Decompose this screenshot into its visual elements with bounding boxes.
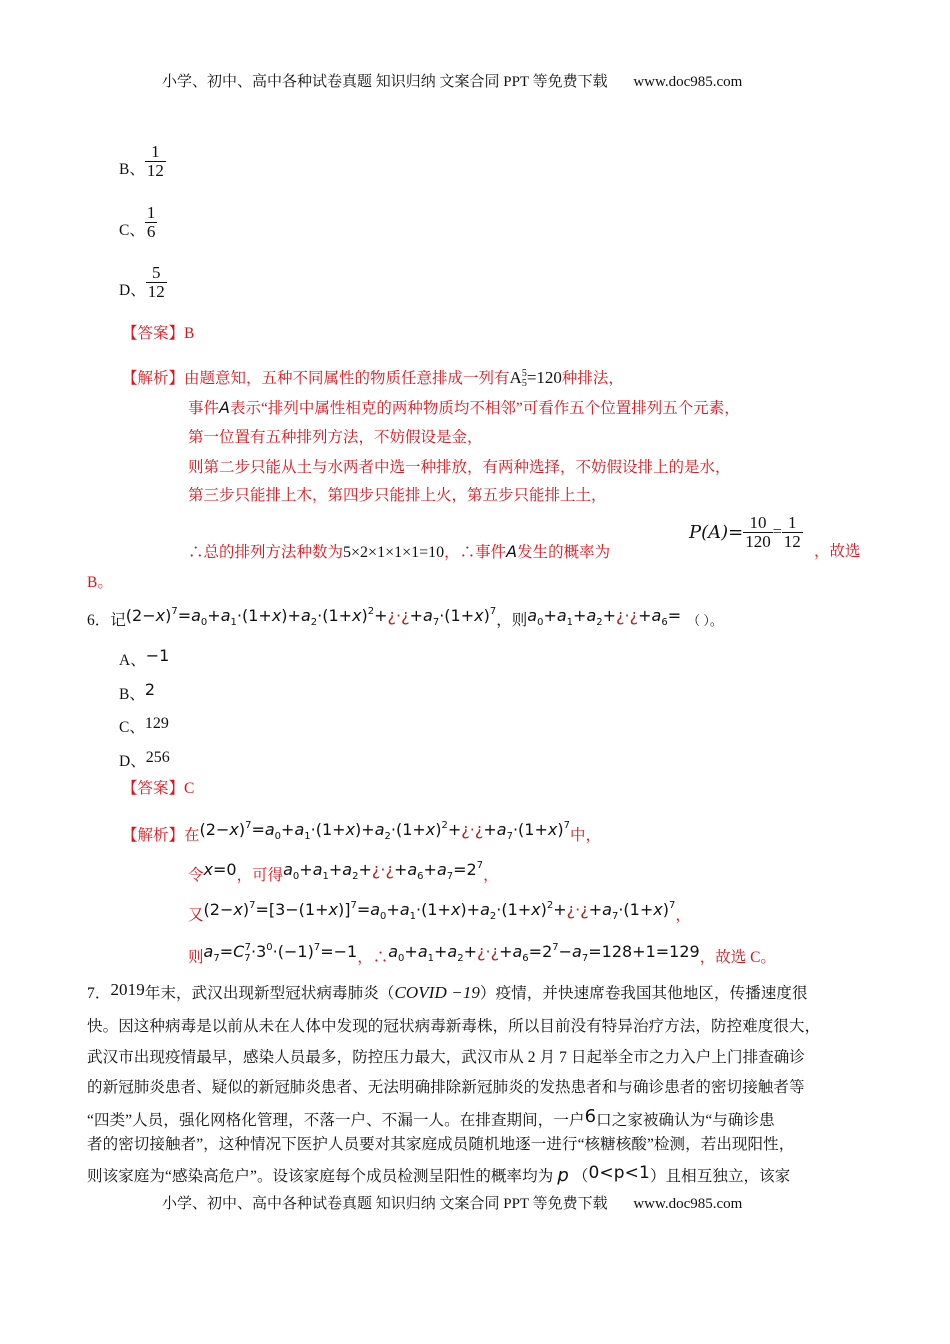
- q5-choose-wrap: B。: [87, 574, 113, 591]
- q5-analysis-line-5: 第三步只能排上木，第四步只能排上火，第五步只能排上土，: [188, 487, 607, 504]
- answer-tag: 【答案】: [122, 780, 185, 797]
- q6-analysis-line-3: 又$(2-x)^7=[3-(1+x)]^7=a_0+a_1\cdot(1+x)+a_2\cdot(1+x)^2+¿\cdot¿+a_7\cdot(1+x)^7$，: [188, 900, 691, 924]
- q5-analysis-line-6: ∴总的排列方法种数为5×2×1×1×1=10，∴事件A发生的概率为: [188, 542, 611, 561]
- q6-option-d: D、256: [119, 749, 170, 770]
- q5-option-b: [119, 143, 166, 180]
- q6-option-b: B、2: [119, 680, 156, 703]
- analysis-tag: 【解析】: [122, 827, 185, 844]
- header-url: www.doc985.com: [633, 74, 743, 90]
- q6-analysis-line-2: 令x=0，可得$a_0+a_1+a_2+¿\cdot¿+a_6+a_7=2^7$，: [188, 860, 499, 884]
- q6-option-c: C、129: [119, 715, 169, 736]
- question-number: 6．: [87, 612, 111, 629]
- q7-line-5: “四类”人员，强化网格化管理，不落一户、不漏一人。在排查期间，一户6口之家被确认为“与确诊患: [87, 1106, 775, 1129]
- probability-expression: P(A)= $\frac{10}{120}$ = $\frac{1}{12}$: [689, 513, 801, 551]
- header-text: 小学、初中、高中各种试卷真题 知识归纳 文案合同 PPT 等免费下载: [162, 74, 608, 90]
- q6-analysis-line-1: 【解析】在$(2-x)^7=a_0+a_1\cdot(1+x)+a_2\cdot(1+x)^2+¿\cdot¿+a_7\cdot(1+x)^7$中，: [122, 820, 601, 844]
- q7-line-3: 武汉市出现疫情最早，感染人员最多，防控压力最大，武汉市从 2 月 7 日起举全市之力入户上门排查确诊: [87, 1049, 806, 1066]
- q5-option-d: [119, 264, 167, 301]
- q5-choose-text: ，故选: [814, 543, 861, 560]
- option-fraction: $\frac{1}{6}$: [146, 203, 156, 241]
- answer-value: B: [184, 325, 195, 342]
- q5-analysis-line-3: 第一位置有五种排列方法，不妨假设是金，: [188, 429, 483, 446]
- page-footer: [162, 1192, 742, 1213]
- option-fraction: $\frac{1}{12}$: [146, 142, 164, 180]
- footer-text: 小学、初中、高中各种试卷真题 知识归纳 文案合同 PPT 等免费下载: [162, 1196, 608, 1212]
- q7-line-6: 者的密切接触者”，这种情况下医护人员要对其家庭成员随机地逐一进行“核糖核酸”检测，若出现阳性，: [87, 1136, 795, 1153]
- q7-line-1: 7．2019年末，武汉出现新型冠状病毒肺炎（COVID −19）疫情，并快速席卷我国其他地区，传播速度很: [87, 980, 808, 1002]
- q7-line-4: 的新冠肺炎患者、疑似的新冠肺炎患者、无法明确排除新冠肺炎的发热患者和与确诊患者的密切接触者等: [87, 1079, 805, 1096]
- page-header: [162, 70, 742, 91]
- answer-tag: 【答案】: [122, 325, 185, 342]
- analysis-tag: 【解析】: [122, 370, 185, 387]
- option-label: D、: [119, 282, 146, 300]
- q7-line-7: 则该家庭为“感染高危户”。设该家庭每个成员检测呈阳性的概率均为 p （0<p<1）且相互独立，该家: [87, 1163, 791, 1186]
- q5-option-c: [119, 204, 157, 241]
- answer-value: C: [184, 780, 195, 797]
- option-label: B、: [119, 161, 145, 179]
- question-number: 7．: [87, 985, 111, 1002]
- q5-answer: [122, 326, 194, 342]
- q6-answer: [122, 781, 194, 797]
- footer-url: www.doc985.com: [633, 1196, 743, 1212]
- option-fraction: $\frac{5}{12}$: [147, 263, 165, 301]
- q6-analysis-line-4: 则$a_7=C_7^7\cdot 3^0\cdot(-1)^7=-1$，$\therefore a_0+a_1+a_2+¿\cdot¿+a_6=2^7-a_7=128+1=129$，故选 C。: [188, 942, 776, 966]
- q5-analysis-line-1: 【解析】由题意知，五种不同属性的物质任意排成一列有A 5 5 =120种排法，: [122, 368, 624, 390]
- q5-analysis-line-2: 事件A表示“排列中属性相克的两种物质均不相邻”可看作五个位置排列五个元素，: [188, 398, 740, 417]
- option-label: C、: [119, 222, 145, 240]
- q7-line-2: 快。因这种病毒是以前从未在人体中发现的冠状病毒新毒株，所以目前没有特异治疗方法，防控难度很大，: [87, 1018, 821, 1035]
- q6-stem: 6．记$(2-x)^7=a_0+a_1\cdot(1+x)+a_2\cdot(1+x)^2+¿\cdot¿+a_7\cdot(1+x)^7$，则$a_0+a_1+a_2+¿\cdot¿+a_6=$ （ ）。: [87, 606, 723, 629]
- q6-option-a: A、−1: [119, 646, 170, 669]
- q5-analysis-line-4: 则第二步只能从土与水两者中选一种排放，有两种选择，不妨假设排上的是水，: [188, 459, 731, 476]
